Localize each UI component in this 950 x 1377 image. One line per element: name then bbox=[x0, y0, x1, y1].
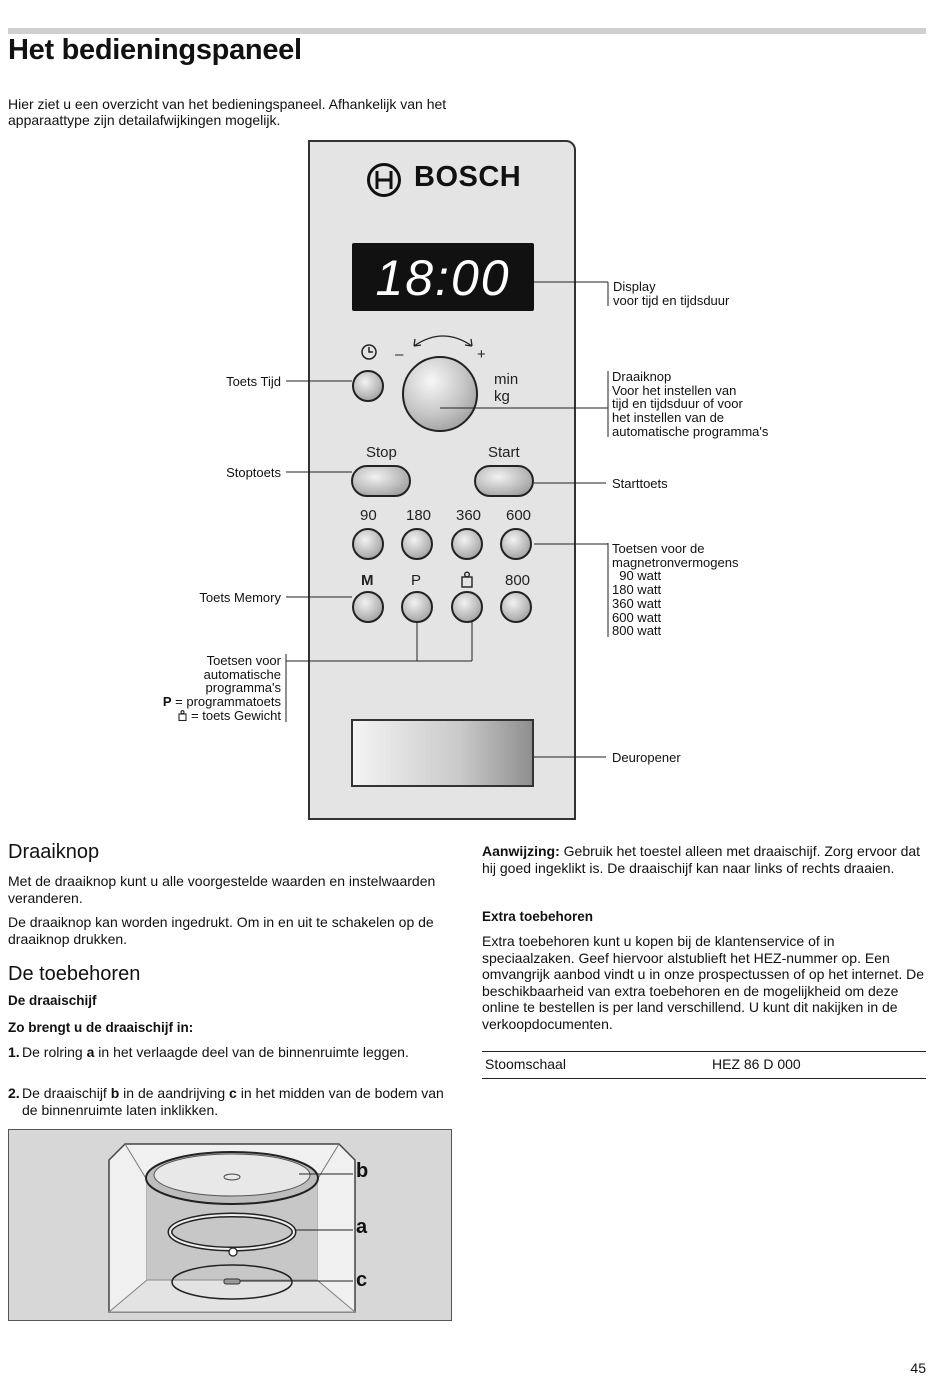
callout-memory: Toets Memory bbox=[199, 590, 281, 605]
brand-name: BOSCH bbox=[414, 161, 522, 193]
intro-text: Hier ziet u een overzicht van het bedieningspaneel. Afhankelijk van het apparaattype zijn detailafwijkingen mogelijk. bbox=[8, 96, 447, 128]
callout-knob: Draaiknop Voor het instellen van tijd en tijdsduur of voor het instellen van de automatische programma's bbox=[612, 369, 769, 439]
power-360-button[interactable] bbox=[451, 528, 483, 560]
figure-label-c: c bbox=[356, 1269, 368, 1291]
stop-button[interactable] bbox=[351, 465, 411, 497]
heading-toebehoren: De toebehoren bbox=[8, 963, 141, 985]
accessory-name: Stoomschaal bbox=[485, 1056, 566, 1072]
callout-time: Toets Tijd bbox=[226, 374, 281, 389]
callout-auto: Toetsen voor automatische programma's P = programmatoets = toets Gewicht bbox=[162, 653, 281, 723]
heading-extra-toebehoren: Extra toebehoren bbox=[482, 909, 594, 924]
callout-start: Starttoets bbox=[612, 476, 668, 491]
rotary-knob[interactable] bbox=[402, 356, 478, 432]
page-number: 45 bbox=[910, 1360, 926, 1376]
start-button[interactable] bbox=[474, 465, 534, 497]
program-button[interactable] bbox=[401, 591, 433, 623]
draaiknop-p2: De draaiknop kan worden ingedrukt. Om in en uit te schakelen op de draaiknop drukken. bbox=[8, 914, 434, 947]
clock-icon bbox=[360, 343, 378, 361]
sub-inbrengen: Zo brengt u de draaischijf in: bbox=[8, 1020, 194, 1035]
power-label-600: 600 bbox=[506, 507, 532, 524]
time-button[interactable] bbox=[352, 370, 384, 402]
knob-unit-min: min bbox=[494, 371, 519, 388]
knob-minus-label: – bbox=[395, 346, 404, 363]
memory-button[interactable] bbox=[352, 591, 384, 623]
turntable-illustration bbox=[9, 1130, 451, 1320]
accessory-table bbox=[482, 1051, 926, 1079]
time-display bbox=[352, 243, 534, 311]
power-label-90: 90 bbox=[360, 507, 377, 524]
control-panel bbox=[308, 140, 576, 820]
page-title: Het bedieningspaneel bbox=[8, 34, 302, 66]
power-90-button[interactable] bbox=[352, 528, 384, 560]
power-800-button[interactable] bbox=[500, 591, 532, 623]
sub-draaischijf: De draaischijf bbox=[8, 993, 97, 1008]
power-label-180: 180 bbox=[406, 507, 432, 524]
step-1: 1. De rolring a in het verlaagde deel van de binnenruimte leggen. bbox=[8, 1044, 409, 1060]
memory-label: M bbox=[361, 572, 374, 589]
bosch-logo-icon bbox=[366, 162, 402, 198]
accessory-code: HEZ 86 D 000 bbox=[712, 1056, 801, 1072]
weight-button[interactable] bbox=[451, 591, 483, 623]
knob-rotation-arrow-icon bbox=[408, 328, 478, 350]
display-time: 18:00 bbox=[375, 250, 511, 306]
extra-text: Extra toebehoren kunt u kopen bij de klantenservice of in speciaalzaken. Geef hiervoor alstublieft het HEZ-nummer op. Een omvangrijk aanbod vindt u in onze prospectussen of op het internet. De beschikbaarheid van extra toebehoren en de mogelijkheid om deze online te bestellen is per land verschillend. U kunt dit nakijken in de verkoopdocumenten. bbox=[482, 933, 925, 1032]
start-label: Start bbox=[488, 444, 520, 461]
stop-label: Stop bbox=[366, 444, 397, 461]
power-180-button[interactable] bbox=[401, 528, 433, 560]
turntable-figure bbox=[8, 1129, 452, 1321]
program-label: P bbox=[411, 572, 422, 589]
knob-unit-kg: kg bbox=[494, 388, 510, 405]
callout-door: Deuropener bbox=[612, 750, 681, 765]
aanwijzing-note: Aanwijzing: Gebruik het toestel alleen met draaischijf. Zorg ervoor dat hij goed ingeklikt is. De draaischijf kan naar links of rechts draaien. bbox=[482, 843, 921, 876]
callout-display: Display voor tijd en tijdsduur bbox=[613, 279, 730, 308]
door-opener[interactable] bbox=[351, 719, 534, 787]
step-2: 2. De draaischijf b in de aandrijving c in het midden van de bodem van de binnenruimte laten inklikken. bbox=[8, 1085, 444, 1118]
draaiknop-p1: Met de draaiknop kunt u alle voorgestelde waarden en instelwaarden veranderen. bbox=[8, 873, 436, 906]
callout-stop: Stoptoets bbox=[226, 465, 281, 480]
heading-draaiknop: Draaiknop bbox=[8, 841, 100, 863]
power-600-button[interactable] bbox=[500, 528, 532, 560]
weight-icon bbox=[460, 571, 474, 588]
figure-label-a: a bbox=[356, 1216, 368, 1238]
power-label-800: 800 bbox=[505, 572, 531, 589]
figure-label-b: b bbox=[356, 1160, 369, 1182]
callout-power: Toetsen voor de magnetronvermogens 90 watt 180 watt 360 watt 600 watt 800 watt bbox=[612, 541, 739, 639]
power-label-360: 360 bbox=[456, 507, 482, 524]
knob-plus-label: + bbox=[477, 346, 486, 363]
